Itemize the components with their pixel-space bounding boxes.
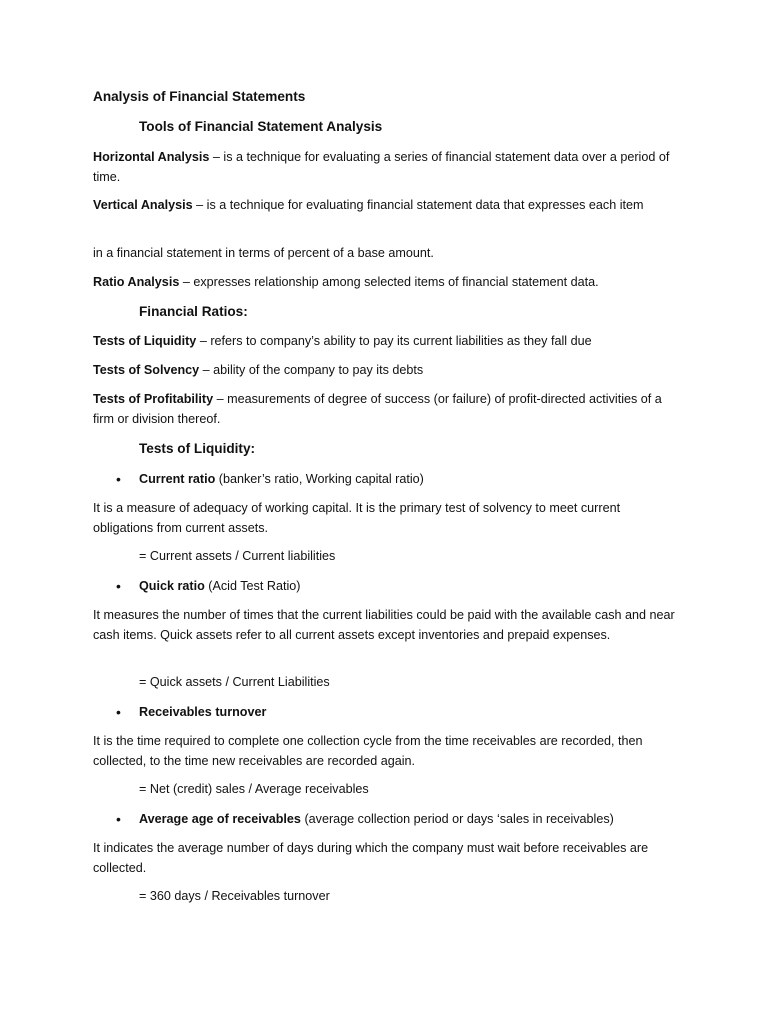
ratio-analysis-term: Ratio Analysis bbox=[93, 275, 180, 289]
horizontal-analysis-paragraph bbox=[93, 148, 678, 187]
quick-ratio-formula: = Quick assets / Current Liabilities bbox=[139, 675, 330, 689]
average-age-term: Average age of receivables bbox=[139, 812, 301, 826]
tests-of-liquidity-text: – refers to company’s ability to pay its current liabilities as they fall due bbox=[196, 334, 592, 348]
average-age-description: It indicates the average number of days during which the company must wait before receivables are collected. bbox=[93, 841, 649, 875]
ratio-analysis-paragraph bbox=[93, 273, 678, 293]
quick-ratio-item bbox=[139, 577, 724, 597]
current-ratio-formula: = Current assets / Current liabilities bbox=[139, 549, 336, 563]
vertical-analysis-paragraph bbox=[93, 196, 678, 216]
tests-of-liquidity-term: Tests of Liquidity bbox=[93, 334, 197, 348]
tests-of-solvency-term: Tests of Solvency bbox=[93, 363, 200, 377]
current-ratio-aliases: (banker’s ratio, Working capital ratio) bbox=[215, 472, 424, 486]
receivables-turnover-description: It is the time required to complete one collection cycle from the time receivables are recorded, then collected, to the time new receivables are recorded again. bbox=[93, 734, 643, 768]
tests-of-liquidity-paragraph bbox=[93, 332, 678, 352]
receivables-turnover-term: Receivables turnover bbox=[139, 705, 267, 719]
bullet-icon: • bbox=[116, 471, 121, 487]
bullet-icon: • bbox=[116, 578, 121, 594]
average-age-item bbox=[139, 810, 724, 830]
current-ratio-item bbox=[139, 470, 724, 490]
vertical-analysis-term: Vertical Analysis bbox=[93, 198, 193, 212]
tests-of-solvency-paragraph bbox=[93, 361, 678, 381]
receivables-turnover-formula: = Net (credit) sales / Average receivables bbox=[139, 782, 369, 796]
tests-of-profitability-text: – measurements of degree of success (or failure) of profit-directed activities of a firm or division thereof. bbox=[93, 392, 662, 426]
horizontal-analysis-text: – is a technique for evaluating a series of financial statement data over a period of time. bbox=[93, 150, 670, 184]
tests-of-profitability-paragraph bbox=[93, 390, 678, 429]
bullet-icon: • bbox=[116, 704, 121, 720]
quick-ratio-aliases: (Acid Test Ratio) bbox=[204, 579, 301, 593]
tests-of-profitability-term: Tests of Profitability bbox=[93, 392, 214, 406]
ratio-analysis-text: – expresses relationship among selected items of financial statement data. bbox=[179, 275, 599, 289]
quick-ratio-description: It measures the number of times that the current liabilities could be paid with the available cash and near cash items. Quick assets refer to all current assets except inventories and prepaid expenses. bbox=[93, 608, 675, 642]
vertical-analysis-text: – is a technique for evaluating financial statement data that expresses each item bbox=[192, 198, 644, 212]
tests-of-solvency-text: – ability of the company to pay its debts bbox=[199, 363, 424, 377]
tools-heading: Tools of Financial Statement Analysis bbox=[139, 119, 383, 134]
tests-of-liquidity-heading: Tests of Liquidity: bbox=[139, 441, 256, 456]
vertical-analysis-continuation: in a financial statement in terms of percent of a base amount. bbox=[93, 246, 434, 260]
current-ratio-description: It is a measure of adequacy of working capital. It is the primary test of solvency to meet current obligations from current assets. bbox=[93, 501, 621, 535]
document-title: Analysis of Financial Statements bbox=[93, 89, 306, 104]
average-age-formula: = 360 days / Receivables turnover bbox=[139, 889, 330, 903]
financial-ratios-heading: Financial Ratios: bbox=[139, 304, 248, 319]
bullet-icon: • bbox=[116, 811, 121, 827]
current-ratio-term: Current ratio bbox=[139, 472, 216, 486]
average-age-aliases: (average collection period or days ‘sales in receivables) bbox=[300, 812, 614, 826]
quick-ratio-term: Quick ratio bbox=[139, 579, 205, 593]
horizontal-analysis-term: Horizontal Analysis bbox=[93, 150, 210, 164]
